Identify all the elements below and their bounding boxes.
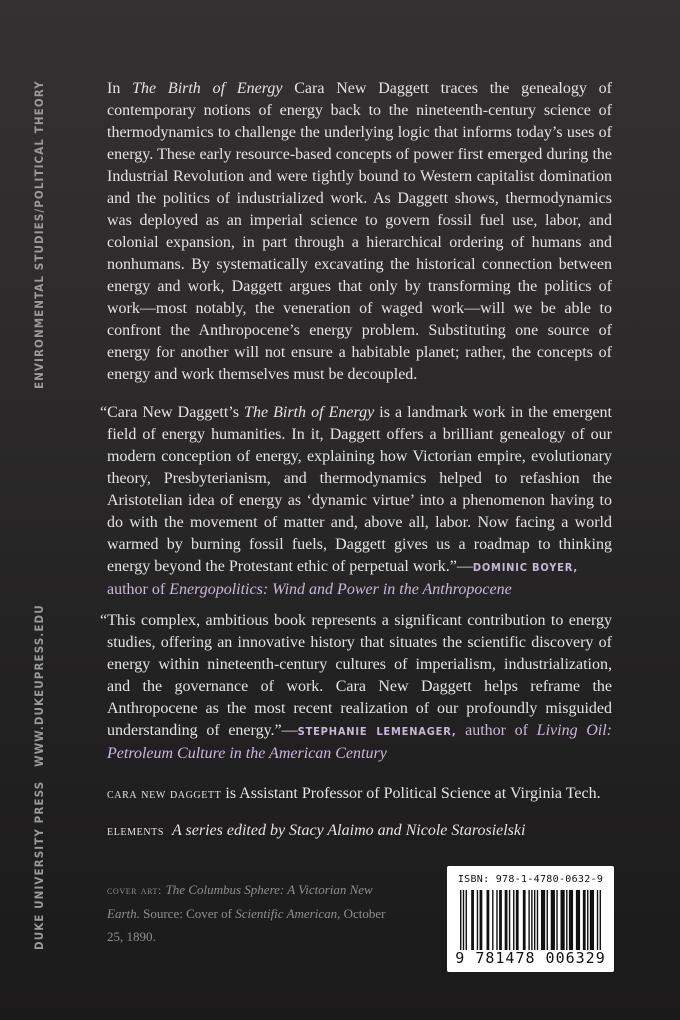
barcode-bar [576,890,580,950]
barcode-bar [587,890,588,950]
barcode-bar [509,890,510,950]
blurb1-book-title: The Birth of Energy [244,404,375,421]
barcode-bar [590,890,594,950]
blurb1-author: DOMINIC BOYER, [472,561,578,574]
barcode-digits: 9 781478 006329 [455,949,606,967]
barcode-bar [463,890,464,950]
cover-art-credit: cover art: The Columbus Sphere: A Victorian New Earth. Source: Cover of Scientific American, October 25, 1890. [107,882,386,944]
barcode-bar [566,890,567,950]
book-description: In The Birth of Energy Cara New Daggett traces the genealogy of contemporary notions of energy back to the nineteenth-century science of thermodynamics to challenge the underlying logic that informs today’s uses of energy. These early resource-based concepts of power first emerged during the Industrial Revolution and were tightly bound to Western capitalist domination and the politics of industrialized work. As Daggett shows, thermodynamics was deployed as an imperial science to govern fossil fuel use, labor, and colonial expansion, in part through a hierarchical ordering of humans and nonhumans. By systematically excavating the historical connection between energy and work, Daggett argues that only by transforming the politics of work—most notably, the veneration of waged work—will we be able to confront the Anthropocene’s energy problem. Substituting one source of energy for another will not ensure a habitable planet; rather, the concepts of energy and work themselves must be decoupled. [107,80,612,383]
barcode-bar [480,890,483,950]
blurb2-author: STEPHANIE LEMENAGER, [297,725,457,738]
barcode-bar [513,890,514,950]
barcode-bar [471,890,474,950]
book-title: The Birth of Energy [132,80,283,97]
spine-subject: ENVIRONMENTAL STUDIES/POLITICAL THEORY [32,80,46,389]
barcode-bar [496,890,497,950]
author-bio: cara new daggett is Assistant Professor of Political Science at Virginia Tech. [107,785,601,802]
barcode-bars [460,890,601,950]
blurb1-work: Energopolitics: Wind and Power in the Anthropocene [169,581,512,598]
barcode-bar [492,890,493,950]
series-label: elements [107,824,165,839]
barcode-bar [547,890,548,950]
barcode-bar [597,890,598,950]
barcode-bar [541,890,545,950]
barcode-bar [466,890,467,950]
barcode-bar [537,890,538,950]
blurb-boyer: “Cara New Daggett’s The Birth of Energy is a landmark work in the emergent field of energy humanities. In it, Daggett offers a brilliant genealogy of our modern conception of energy, explaining how Victorian empire, evolutionary theory, Presbyterianism, and thermodynamics helped to refashion the Aristotelian idea of energy as ‘dynamic virtue’ into a phenomenon having to do with the movement of matter and, above all, labor. Now facing a world warmed by burning fossil fuels, Daggett gives us a roadmap to thinking energy beyond the Protestant ethic of perpetual work.”—DOMINIC BOYER, author of Energopolitics: Wind and Power in the Anthropocene [100,404,612,598]
barcode-bar [569,890,573,950]
barcode-bar [487,890,490,950]
barcode-bar [523,890,526,950]
barcode-bar [583,890,586,950]
barcode-bar [477,890,478,950]
barcode-bar [556,890,557,950]
barcode-bar [528,890,529,950]
barcode-bar [534,890,535,950]
spine-publisher-name: DUKE UNIVERSITY PRESS [32,780,46,950]
spine-publisher [32,604,46,950]
barcode-bar [600,890,601,950]
barcode [447,866,614,972]
author-name: cara new daggett [107,787,222,802]
blurb2-work: Living Oil: Petroleum Culture in the American Century [107,722,613,762]
barcode-bar [499,890,502,950]
barcode-bar [561,890,565,950]
barcode-bar [460,890,461,950]
barcode-bar [505,890,508,950]
series-editors: A series edited by Stacy Alaimo and Nicole Starosielski [172,822,526,839]
blurb-lemenager: “This complex, ambitious book represents a significant contribution to energy studies, offering an innovative history that situates the scientific discovery of energy within nineteenth-century cultures of imperialism, industrialization, and the governance of work. Cara New Daggett helps reframe the Anthropocene as the most recent realization of our profoundly misguided understanding of energy.”—STEPHANIE LEMENAGER, author of Living Oil: Petroleum Culture in the American Century [100,612,613,762]
barcode-bar [516,890,519,950]
barcode-bar [531,890,532,950]
barcode-bar [551,890,555,950]
spine [24,0,58,1020]
series-line [107,820,612,843]
isbn-label: ISBN: 978-1-4780-0632-9 [457,874,604,885]
spine-url: WWW.DUKEUPRESS.EDU [32,604,46,767]
